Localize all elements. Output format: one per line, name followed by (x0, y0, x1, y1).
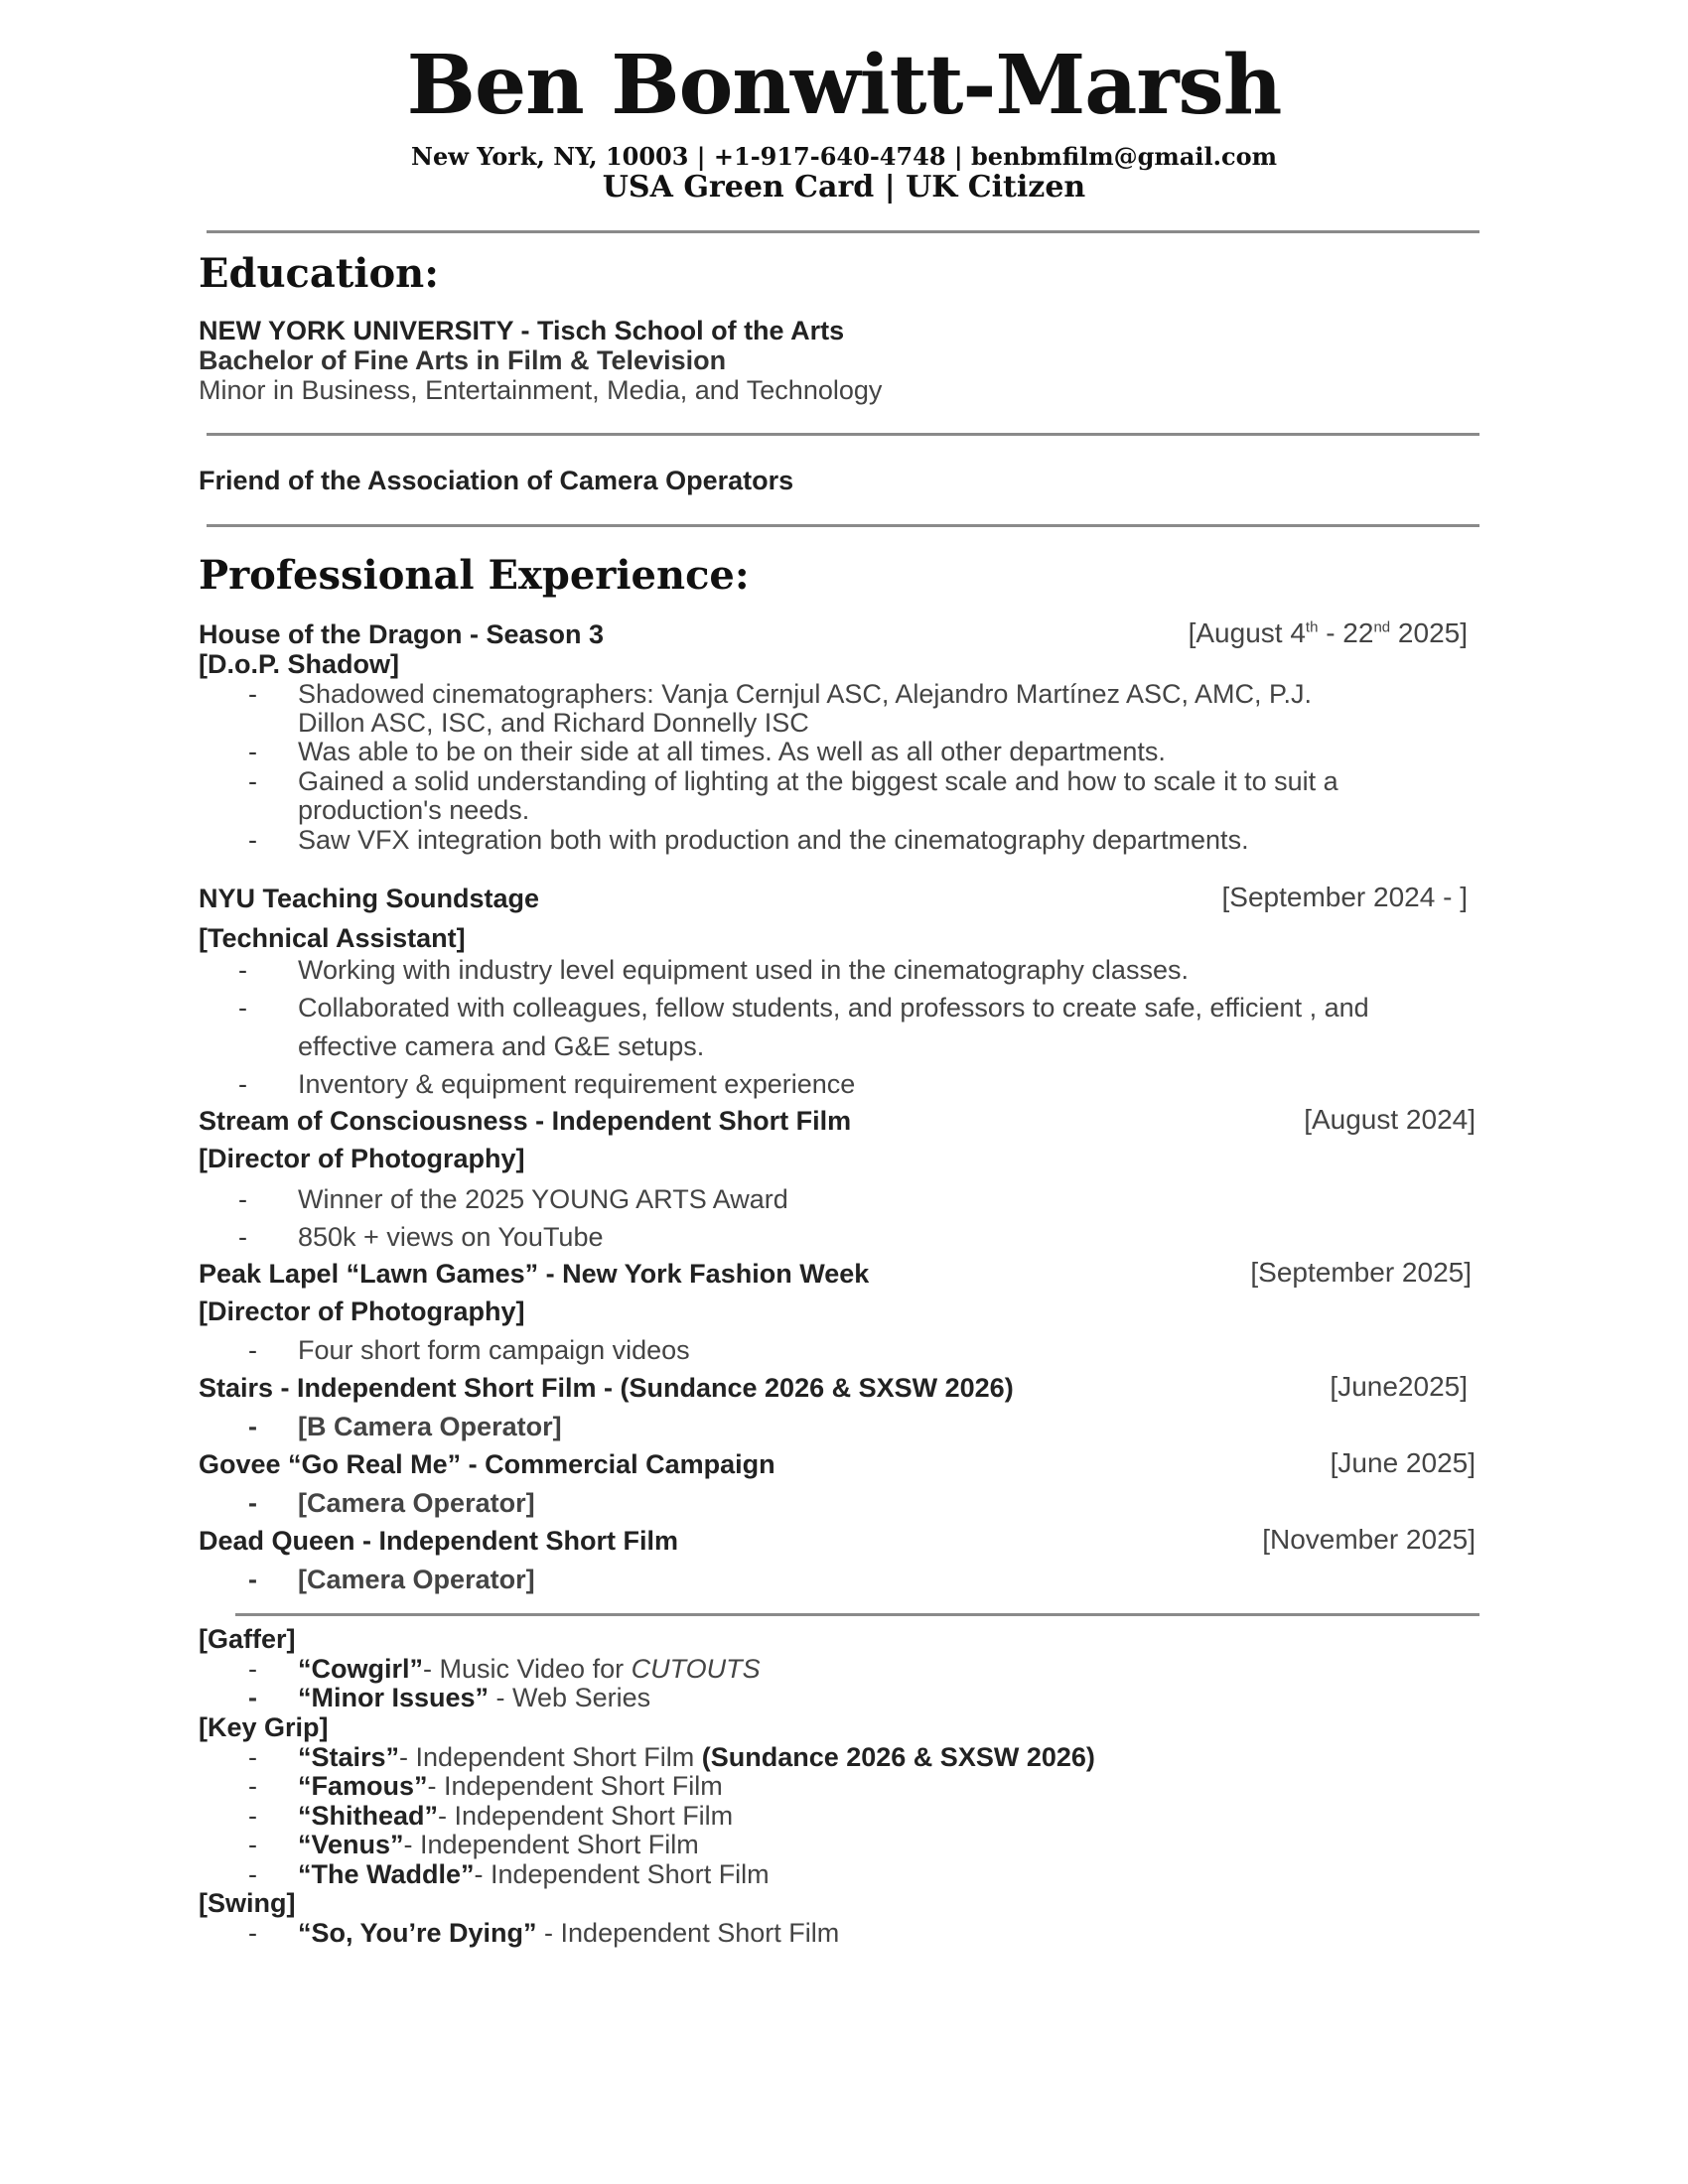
job-role: [Technical Assistant] (199, 923, 466, 953)
job-date: [September 2024 - ] (1221, 882, 1468, 912)
credit-role-label: [Key Grip] (199, 1712, 329, 1742)
credit-item: “Stairs”- Independent Short Film (Sundance 2026 & SXSW 2026) (298, 1742, 1095, 1772)
job-bullet: Four short form campaign videos (298, 1335, 690, 1365)
bullet-dash: - (248, 1654, 257, 1684)
bullet-dash: - (248, 1771, 257, 1801)
education-degree: Bachelor of Fine Arts in Film & Television (199, 345, 727, 375)
resume-name: Ben Bonwitt-Marsh (406, 38, 1282, 133)
credit-item: “Famous”- Independent Short Film (298, 1771, 723, 1801)
bullet-dash: - (248, 1565, 257, 1594)
job-title: Stairs - Independent Short Film - (Sundance 2026 & SXSW 2026) (199, 1373, 1014, 1403)
divider (235, 1613, 1479, 1616)
job-role: [Camera Operator] (298, 1488, 535, 1518)
bullet-dash: - (248, 737, 257, 766)
job-bullet: 850k + views on YouTube (298, 1222, 604, 1252)
job-bullet: Working with industry level equipment used in the cinematography classes. (298, 955, 1189, 985)
job-bullet: Winner of the 2025 YOUNG ARTS Award (298, 1184, 788, 1214)
credit-role-label: [Gaffer] (199, 1624, 296, 1654)
bullet-dash: - (248, 1488, 257, 1518)
divider (207, 524, 1479, 527)
credit-item: “Cowgirl”- Music Video for CUTOUTS (298, 1654, 761, 1684)
job-title: House of the Dragon - Season 3 (199, 619, 605, 649)
job-role: [Director of Photography] (199, 1297, 525, 1326)
bullet-dash: - (248, 1830, 257, 1859)
job-title: Govee “Go Real Me” - Commercial Campaign (199, 1449, 775, 1479)
bullet-dash: - (248, 1918, 257, 1948)
job-role: [Director of Photography] (199, 1144, 525, 1173)
bullet-dash: - (248, 1335, 257, 1365)
bullet-dash: - (248, 1801, 257, 1831)
bullet-dash: - (238, 1069, 247, 1099)
affiliation: Friend of the Association of Camera Operators (199, 466, 794, 495)
job-bullet-cont: effective camera and G&E setups. (298, 1031, 705, 1061)
education-school: NEW YORK UNIVERSITY - Tisch School of the Arts (199, 316, 845, 345)
status-line: USA Green Card | UK Citizen (602, 170, 1086, 205)
bullet-dash: - (248, 1683, 257, 1712)
job-role: [Camera Operator] (298, 1565, 535, 1594)
job-date: [June 2025] (1330, 1447, 1476, 1478)
bullet-dash: - (248, 1742, 257, 1772)
job-date: [September 2025] (1250, 1257, 1472, 1288)
experience-heading: Professional Experience: (199, 552, 750, 599)
education-minor: Minor in Business, Entertainment, Media, and Technology (199, 375, 883, 405)
credit-item: “So, You’re Dying” - Independent Short Film (298, 1918, 840, 1948)
contact-line: New York, NY, 10003 | +1-917-640-4748 | benbmfilm@gmail.com (411, 142, 1277, 171)
job-bullet: Shadowed cinematographers: Vanja Cernjul ASC, Alejandro Martínez ASC, AMC, P.J. (298, 679, 1313, 709)
credit-item: “Minor Issues” - Web Series (298, 1683, 651, 1712)
job-date: [June2025] (1330, 1371, 1468, 1402)
job-title: Peak Lapel “Lawn Games” - New York Fashion Week (199, 1259, 870, 1289)
job-bullet: Was able to be on their side at all times. As well as all other departments. (298, 737, 1166, 766)
job-bullet-cont: Dillon ASC, ISC, and Richard Donnelly ISC (298, 708, 809, 738)
credit-item: “The Waddle”- Independent Short Film (298, 1859, 770, 1889)
bullet-dash: - (248, 1859, 257, 1889)
credit-role-label: [Swing] (199, 1888, 296, 1918)
job-role: [B Camera Operator] (298, 1412, 562, 1441)
divider (207, 433, 1479, 436)
job-title: Dead Queen - Independent Short Film (199, 1526, 679, 1556)
job-title: NYU Teaching Soundstage (199, 884, 540, 913)
bullet-dash: - (238, 955, 247, 985)
job-bullet-cont: production's needs. (298, 795, 530, 825)
bullet-dash: - (248, 1412, 257, 1441)
bullet-dash: - (238, 1222, 247, 1252)
education-heading: Education: (199, 250, 440, 297)
job-role: [D.o.P. Shadow] (199, 649, 400, 679)
credit-item: “Shithead”- Independent Short Film (298, 1801, 734, 1831)
job-date: [November 2025] (1262, 1524, 1476, 1555)
bullet-dash: - (248, 766, 257, 796)
job-date: [August 2024] (1304, 1104, 1476, 1135)
bullet-dash: - (248, 825, 257, 855)
divider (207, 230, 1479, 233)
job-bullet: Collaborated with colleagues, fellow students, and professors to create safe, efficient , and (298, 993, 1369, 1023)
job-bullet: Gained a solid understanding of lighting at the biggest scale and how to scale it to suit a (298, 766, 1338, 796)
job-date: [August 4th - 22nd 2025] (1188, 617, 1468, 648)
bullet-dash: - (238, 993, 247, 1023)
job-bullet: Inventory & equipment requirement experience (298, 1069, 856, 1099)
job-title: Stream of Consciousness - Independent Short Film (199, 1106, 852, 1136)
bullet-dash: - (238, 1184, 247, 1214)
credit-item: “Venus”- Independent Short Film (298, 1830, 699, 1859)
bullet-dash: - (248, 679, 257, 709)
job-bullet: Saw VFX integration both with production and the cinematography departments. (298, 825, 1249, 855)
